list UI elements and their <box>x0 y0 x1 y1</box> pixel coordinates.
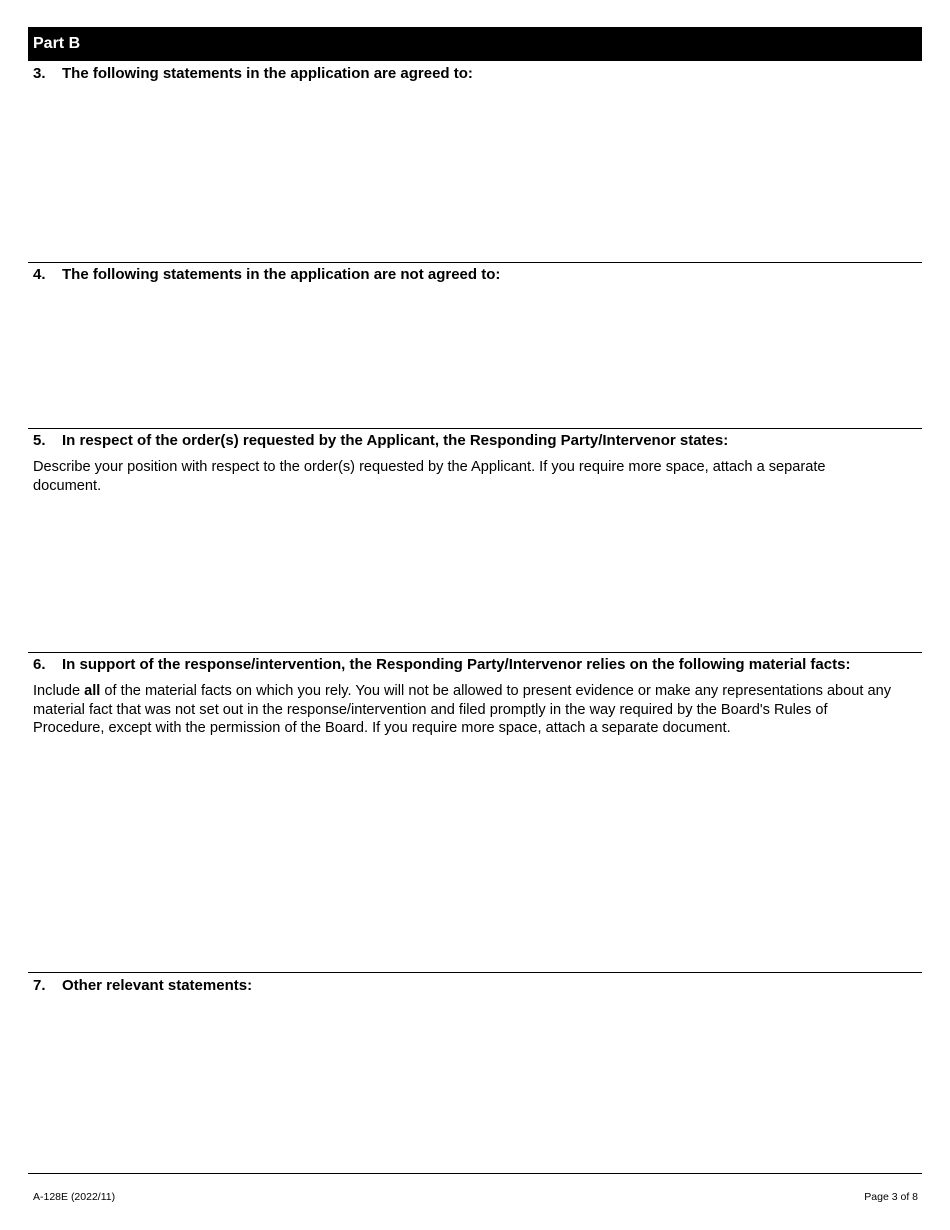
page-footer <box>28 1173 922 1203</box>
agreed-statements-input[interactable] <box>28 83 922 251</box>
section-4-number: 4. <box>33 266 46 283</box>
section-divider <box>28 262 922 263</box>
section-6-number: 6. <box>33 656 46 673</box>
material-facts-input[interactable] <box>28 738 922 964</box>
section-6-description-prefix: Include <box>33 683 85 699</box>
section-5 <box>28 432 922 643</box>
section-7-number: 7. <box>33 977 46 994</box>
section-divider <box>28 972 922 973</box>
section-5-number: 5. <box>33 432 46 449</box>
section-4 <box>28 266 922 420</box>
part-b-header <box>28 27 922 61</box>
section-6-heading <box>28 656 922 674</box>
section-6-title: In support of the response/intervention, the Responding Party/Intervenor relies on the following material facts: <box>62 656 851 673</box>
page-number: Page 3 of 8 <box>864 1191 918 1203</box>
section-3 <box>28 65 922 251</box>
part-title: Part B <box>33 35 81 52</box>
section-5-heading <box>28 432 922 450</box>
section-6-description-suffix: of the material facts on which you rely. You will not be allowed to present evidence or make any representations about any material fact that was not set out in the response/intervention and filed promptly in the way required by the Board's Rules of Procedure, except with the permission of the Board. If you require more space, attach a separate document. <box>33 683 892 736</box>
order-position-input[interactable] <box>28 495 922 643</box>
section-7 <box>28 977 922 1165</box>
section-3-number: 3. <box>33 65 46 82</box>
section-6 <box>28 656 922 964</box>
section-7-heading <box>28 977 922 995</box>
section-divider <box>28 428 922 429</box>
other-statements-input[interactable] <box>28 995 922 1165</box>
section-3-title: The following statements in the application are agreed to: <box>62 65 473 82</box>
section-7-title: Other relevant statements: <box>62 977 253 994</box>
form-code: A-128E (2022/11) <box>33 1191 116 1203</box>
section-4-title: The following statements in the application are not agreed to: <box>62 266 501 283</box>
section-6-description-emphasis: all <box>84 683 101 699</box>
section-4-heading <box>28 266 922 284</box>
section-3-heading <box>28 65 922 83</box>
section-6-description <box>28 682 922 738</box>
not-agreed-statements-input[interactable] <box>28 284 922 420</box>
section-5-title: In respect of the order(s) requested by the Applicant, the Responding Party/Intervenor states: <box>62 432 729 449</box>
section-5-description: Describe your position with respect to the order(s) requested by the Applicant. If you require more space, attach a separate document. <box>33 459 826 494</box>
section-divider <box>28 652 922 653</box>
